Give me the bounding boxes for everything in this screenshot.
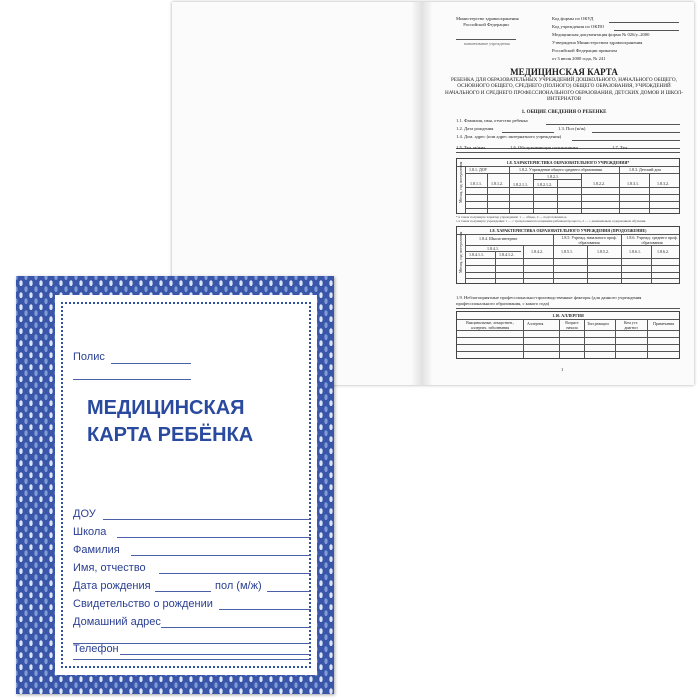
t1-col-2: 1.8.2. Учреждение общего среднего образования: [519, 167, 602, 172]
cover-title-line-1: МЕДИЦИНСКАЯ: [87, 397, 245, 419]
t2-hl: [465, 258, 679, 259]
t3-vl: [647, 319, 648, 358]
t1-vl: [619, 166, 620, 213]
school-line: [117, 537, 311, 538]
field-1-1-line: [546, 124, 680, 125]
field-1-7: 1.7. Тел.: [612, 145, 629, 150]
sex-line: [267, 591, 311, 592]
phone-line: [120, 654, 310, 655]
t3-vl: [559, 319, 560, 358]
t1-vl: [581, 173, 582, 213]
okud-line: [609, 22, 679, 23]
address-line: [161, 627, 311, 628]
birth-line: [155, 591, 211, 592]
t1-sub-2: 1.8.1.2.: [491, 181, 503, 186]
education-table-1: [456, 158, 680, 214]
field-1-9-line: [456, 308, 680, 309]
t1-hl: [465, 194, 679, 195]
field-1-4-line: [572, 140, 680, 141]
t3-vl: [584, 319, 585, 358]
address-line-3: [73, 659, 311, 660]
table-1-header: 1.8. ХАРАКТЕРИСТИКА ОБРАЗОВАТЕЛЬНОГО УЧРЕЖДЕНИЯ*: [506, 160, 630, 165]
certificate-line: [219, 609, 311, 610]
t2-col-1: 1.8.4. Школа-интернат: [479, 236, 518, 241]
phone-label: Телефон: [73, 643, 119, 655]
t2-sub-8: 1.8.6.2.: [657, 249, 669, 254]
t1-hl: [465, 208, 679, 209]
org-name-line: [456, 39, 516, 40]
dou-line: [103, 519, 311, 520]
t2-sub-6: 1.8.5.2.: [597, 249, 609, 254]
polis-label: Полис: [73, 351, 105, 363]
t1-col-1: 1.8.1. ДОУ: [469, 167, 488, 172]
t3-col-1: Вакцинальные, лекарствен., аллергич. заболевания: [466, 320, 514, 330]
doc-line-1: Медицинская документация форма № 026/у–2000: [552, 32, 650, 37]
table-2-side: Месяц, год поступления: [458, 231, 463, 273]
field-1-2-line: [502, 132, 554, 133]
polis-line-2: [73, 379, 191, 380]
t3-col-2: Аллергия: [527, 321, 544, 326]
okpo-label: Код учреждения по ОКПО: [552, 24, 605, 29]
t1-sub-1: 1.8.1.1.: [470, 181, 482, 186]
dou-label: ДОУ: [73, 508, 96, 520]
surname-line: [131, 555, 311, 556]
card-first-page: [434, 2, 694, 385]
field-1-5-line: [456, 152, 680, 153]
doc-line-2: Утверждена Министерством здравоохранения: [552, 40, 643, 45]
t2-sub-1: 1.8.4.1.: [487, 246, 499, 251]
t2-sub-5: 1.8.5.1.: [561, 249, 573, 254]
address-label: Домашний адрес: [73, 616, 161, 628]
polis-line: [111, 363, 191, 364]
education-table-2: [456, 226, 680, 284]
field-1-4: 1.4. Дом. адрес (или адрес интернатного учреждения): [456, 134, 562, 139]
t1-hl: [465, 201, 679, 202]
table-2-header: 1.8. ХАРАКТЕРИСТИКА ОБРАЗОВАТЕЛЬНОГО УЧРЕЖДЕНИЯ (ПРОДОЛЖЕНИЕ): [489, 228, 647, 233]
doc-line-3: Российской Федерации приказом: [552, 48, 617, 53]
t2-hl: [465, 278, 679, 279]
school-label: Школа: [73, 526, 107, 538]
card-title: МЕДИЦИНСКАЯ КАРТА: [510, 67, 618, 77]
t3-vl: [523, 319, 524, 358]
table-1-note-2: 1 в таком полужирте учреждения: 1 — с трехразовым посещением ребенком процесса, 2 — с дневниковым содержанием обучения.: [456, 219, 647, 223]
t3-hl: [457, 344, 679, 345]
table-1-side: Месяц, год поступления: [458, 161, 463, 203]
t2-col-3: 1.8.6. Учрежд. среднего проф. образования: [626, 235, 678, 245]
card-cover: [16, 276, 334, 694]
t3-hl: [457, 351, 679, 352]
t3-vl: [615, 319, 616, 358]
t2-sub-3: 1.8.4.1.2.: [499, 252, 514, 257]
surname-label: Фамилия: [73, 544, 120, 556]
name-line: [159, 573, 311, 574]
t2-hl: [465, 265, 679, 266]
t1-hl: [533, 179, 581, 180]
page-number: 1: [561, 367, 564, 372]
birth-label: Дата рождения: [73, 580, 151, 592]
t1-sub-6: 1.8.2.2.: [593, 181, 605, 186]
field-1-2: 1.2. Дата рождения: [456, 126, 494, 131]
section-1-heading: 1. ОБЩИЕ СВЕДЕНИЯ О РЕБЕНКЕ: [521, 110, 607, 115]
field-1-3: 1.3. Пол (м/ж): [558, 126, 586, 131]
t1-sub-7: 1.8.3.1.: [627, 181, 639, 186]
cover-title: [87, 395, 253, 449]
t2-sub-7: 1.8.6.1.: [629, 249, 641, 254]
cover-label-area: [55, 295, 317, 675]
field-1-1: 1.1. Фамилия, имя, отчество ребенка: [456, 118, 528, 123]
card-subtitle: РЕБЕНКА ДЛЯ ОБРАЗОВАТЕЛЬНЫХ УЧРЕЖДЕНИЙ ДОШКОЛЬНОГО, НАЧАЛЬНОГО ОБЩЕГО, ОСНОВНОГО ОБЩЕГО, СРЕДНЕГО (ПОЛНОГО) ОБЩЕГО ОБРАЗОВАНИЯ, УЧРЕЖДЕНИЙ НАЧАЛЬНОГО И СРЕДНЕГО ПРОФЕССИОНАЛЬНОГО ОБРАЗОВАНИЯ, ДЕТСКИХ ДОМОВ И ШКОЛ-ИНТЕРНАТОВ: [445, 77, 683, 102]
t2-sub-4: 1.8.4.2.: [531, 249, 543, 254]
t2-sub-2: 1.8.4.1.1.: [469, 252, 484, 257]
okpo-line: [614, 30, 679, 31]
t1-vl: [649, 173, 650, 213]
field-1-9: 1.9. Неблагоприятные профессионально-производственные факторы (для данного учреждения профессионального образования, с какого года): [456, 295, 642, 306]
t3-col-3: Возраст начала: [565, 320, 579, 330]
t2-hl: [465, 272, 679, 273]
t3-col-6: Примечания: [653, 321, 675, 326]
field-1-3-line: [592, 132, 680, 133]
t2-col-2: 1.8.5. Учрежд. начального проф. образования: [561, 235, 617, 245]
org-caption: наименование учреждения: [464, 41, 510, 46]
table-1-note-1: * в таком полужирте характер учреждения: 1 — общее, 2 — подготовленное.: [456, 215, 568, 219]
t1-hl: [465, 173, 679, 174]
t3-col-5: Кем уст. диагноз: [623, 320, 639, 330]
sex-label: пол (м/ж): [215, 580, 262, 592]
doc-line-4: от 3 июля 2000 года, № 241: [552, 56, 606, 61]
t1-sub-4: 1.8.2.1.1.: [513, 182, 528, 187]
okud-label: Код формы по ОКУД: [552, 16, 594, 21]
table-3-header: 1.10. АЛЛЕРГИЯ: [552, 313, 584, 318]
t3-hl: [457, 330, 679, 331]
t1-sub-5: 1.8.2.1.2.: [537, 182, 552, 187]
field-1-6: 1.6. Обслуживающая поликлиника: [510, 145, 578, 150]
allergy-table: [456, 311, 680, 359]
t1-vl: [509, 166, 510, 213]
cover-title-line-2: КАРТА РЕБЁНКА: [87, 424, 254, 446]
page-fold: [411, 2, 433, 385]
t1-col-3: 1.8.3. Детский дом: [629, 167, 661, 172]
certificate-label: Свидетельство о рождении: [73, 598, 213, 610]
name-label: Имя, отчество: [73, 562, 146, 574]
t1-vl: [487, 173, 488, 213]
t1-sub-3: 1.8.2.1.: [547, 174, 559, 179]
org-line-1: Министерство здравоохранения: [456, 16, 519, 21]
t1-sub-8: 1.8.3.2.: [657, 181, 669, 186]
t3-col-4: Тип реакции: [587, 321, 609, 326]
field-1-5: 1.5. Тел. м/жит.: [456, 145, 486, 150]
t3-hl: [457, 337, 679, 338]
t1-hl: [465, 187, 679, 188]
org-line-2: Российской Федерации: [463, 22, 509, 27]
